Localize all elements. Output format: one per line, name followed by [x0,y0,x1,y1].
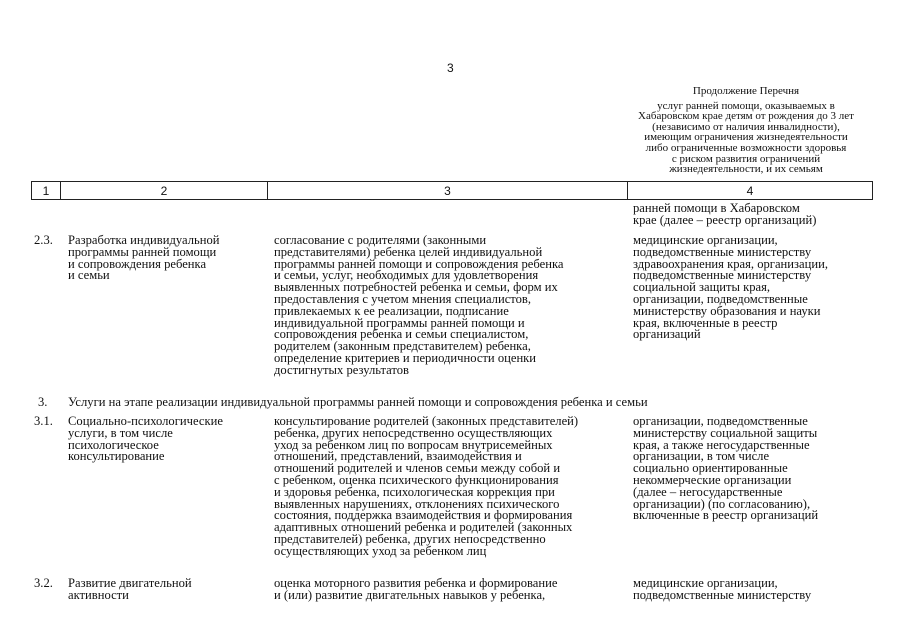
service-organizations: организации, подведомственные министерству социальной защиты края, а также негосударственные организации, в том числе социально ориентированные некоммерческие организации (далее – негосударственные организации) (по согласованию), включенные в реестр организаций [633,414,819,523]
column-2-header: 2 [61,182,268,200]
caption-text: услуг ранней помощи, оказываемых в Хабаровском крае детям от рождения до 3 лет (независимо от наличия инвалидности), имеющим ограничения жизнедеятельности либо ограниченные возможности здоровья с риском развития ограничений жизнедеятельности, и их семьям [638,99,854,176]
row-number: 2.3. [34,233,53,247]
service-name: Социально-психологические услуги, в том числе психологическое консультирование [68,414,223,464]
column-number-header [31,181,873,200]
service-description: консультирование родителей (законных представителей) ребенка, других непосредственно осуществляющих уход за ребенком лиц по вопросам внутрисемейных отношений, представлений, взаимодействия и отношений родителей и членов семьи между собой и с ребенком, оценка психического функционирования и здоровья ребенка, психологическая коррекция при выявленных нарушениях, отклонениях психического состояния, поддержка взаимодействия и формирования адаптивных отношений ребенка и родителей (законных представителей) ребенка, других непосредственно осуществляющих уход за ребенком лиц [274,414,579,558]
service-name: Развитие двигательной активности [68,576,192,602]
section-title: Услуги на этапе реализации индивидуальной программы ранней помощи и сопровождения ребенка и семьи [68,395,648,409]
service-organizations: медицинские организации, подведомственные министерству [633,576,812,602]
service-description: согласование с родителями (законными представителями) ребенка целей индивидуальной программы ранней помощи и сопровождения ребенка и семьи, услуг, необходимых для удовлетворения выявленных потребностей ребенка и семьи, форм их предоставления с учетом мнения специалистов, привлекаемых к ее реализации, подписание индивидуальной программы ранней помощи и сопровождения ребенка и семьи специалистом, родителем (законным представителем) ребенка, определение критериев и периодичности оценки достигнутых результатов [274,233,564,377]
carryover-organizations-text: ранней помощи в Хабаровском крае (далее – реестр организаций) [633,201,817,227]
page-number: 3 [447,61,454,75]
row-number: 3.2. [34,576,53,590]
list-caption [612,86,880,175]
service-name: Разработка индивидуальной программы ранней помощи и сопровождения ребенка и семьи [68,233,220,283]
section-number: 3. [38,395,48,409]
row-number: 3.1. [34,414,53,428]
service-organizations: медицинские организации, подведомственные министерству здравоохранения края, организации, подведомственные министерству социальной защиты края, организации, подведомственные министерству образования и науки края, включенные в реестр организаций [633,233,828,342]
column-3-header: 3 [268,182,628,200]
column-1-header: 1 [32,182,61,200]
column-4-header: 4 [628,182,873,200]
continuation-heading: Продолжение Перечня [692,85,800,97]
service-description: оценка моторного развития ребенка и формирование и (или) развитие двигательных навыков у ребенка, [274,576,558,602]
